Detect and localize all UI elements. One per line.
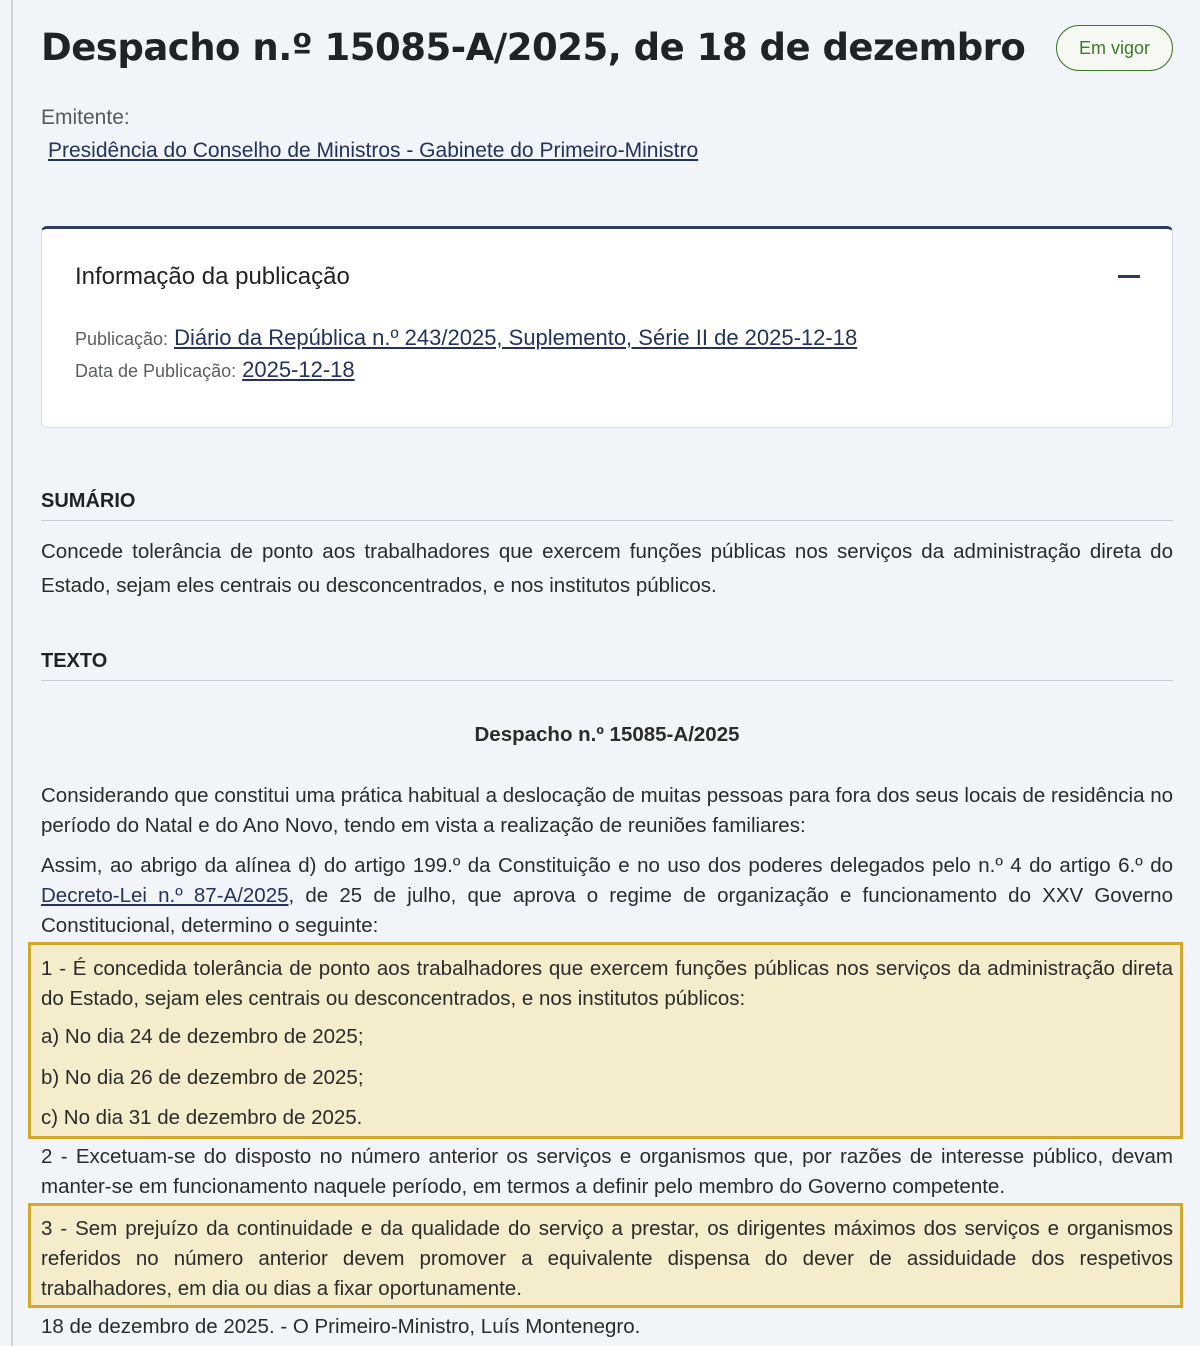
emitente-label: Emitente: (41, 106, 130, 129)
publication-row (75, 325, 857, 351)
publication-link[interactable]: Diário da República n.º 243/2025, Suplemento, Série II de 2025-12-18 (174, 325, 858, 350)
decreto-lei-link[interactable]: Decreto-Lei n.º 87-A/2025 (41, 884, 289, 907)
texto-heading: TEXTO (41, 650, 1173, 681)
item-2-text: 2 - Excetuam-se do disposto no número anterior os serviços e organismos que, por razões de interesse público, devam manter-se em funcionamento naquele período, em termos a definir pelo membro do Governo competente. (41, 1145, 1173, 1198)
emitente-link[interactable]: Presidência do Conselho de Ministros - Gabinete do Primeiro-Ministro (48, 139, 699, 162)
document-heading: Despacho n.º 15085-A/2025 (474, 723, 740, 746)
sumario-heading: SUMÁRIO (41, 490, 1173, 521)
publication-label: Publicação: (75, 329, 169, 349)
highlight-item-1 (28, 942, 1183, 1139)
publication-date-label: Data de Publicação: (75, 361, 237, 381)
item-1-b: b) No dia 26 de dezembro de 2025; (41, 1066, 364, 1089)
item-1-text: 1 - É concedida tolerância de ponto aos trabalhadores que exercem funções públicas nos serviços da administração direta do Estado, sejam eles centrais ou desconcentrados, e nos institutos públicos: (41, 957, 1173, 1010)
signature-line: 18 de dezembro de 2025. - O Primeiro-Ministro, Luís Montenegro. (41, 1315, 641, 1338)
status-badge: Em vigor (1056, 25, 1173, 71)
publication-date-row (75, 357, 355, 383)
publication-date-link[interactable]: 2025-12-18 (242, 357, 355, 382)
page-title: Despacho n.º 15085-A/2025, de 18 de dezembro (41, 26, 1026, 69)
publication-info-card (41, 226, 1173, 428)
sumario-text: Concede tolerância de ponto aos trabalhadores que exercem funções públicas nos serviços da administração direta do Estado, sejam eles centrais ou desconcentrados, e nos institutos públicos. (41, 540, 1173, 597)
left-border (11, 0, 13, 1346)
publication-info-title: Informação da publicação (75, 263, 350, 290)
paragraph-assim-text-end: , de 25 de julho, que aprova o regime de organização e funcionamento do XXV Governo Constitucional, determino o seguinte: (41, 884, 1173, 937)
paragraph-assim-text-start: Assim, ao abrigo da alínea d) do artigo 199.º da Constituição e no uso dos poderes delegados pelo n.º 4 do artigo 6.º do (41, 854, 1173, 877)
collapse-icon[interactable] (1118, 275, 1140, 278)
paragraph-considerando: Considerando que constitui uma prática habitual a deslocação de muitas pessoas para fora dos seus locais de residência no período do Natal e do Ano Novo, tendo em vista a realização de reuniões familiares: (41, 784, 1173, 837)
item-1-c: c) No dia 31 de dezembro de 2025. (41, 1106, 363, 1129)
paragraph-assim (41, 851, 1173, 941)
item-3-text: 3 - Sem prejuízo da continuidade e da qualidade do serviço a prestar, os dirigentes máximos dos serviços e organismos referidos no número anterior devem promover a equivalente dispensa do dever de assiduidade dos respetivos trabalhadores, em dia ou dias a fixar oportunamente. (41, 1217, 1173, 1300)
highlight-item-3 (28, 1203, 1183, 1308)
item-1-a: a) No dia 24 de dezembro de 2025; (41, 1025, 364, 1048)
